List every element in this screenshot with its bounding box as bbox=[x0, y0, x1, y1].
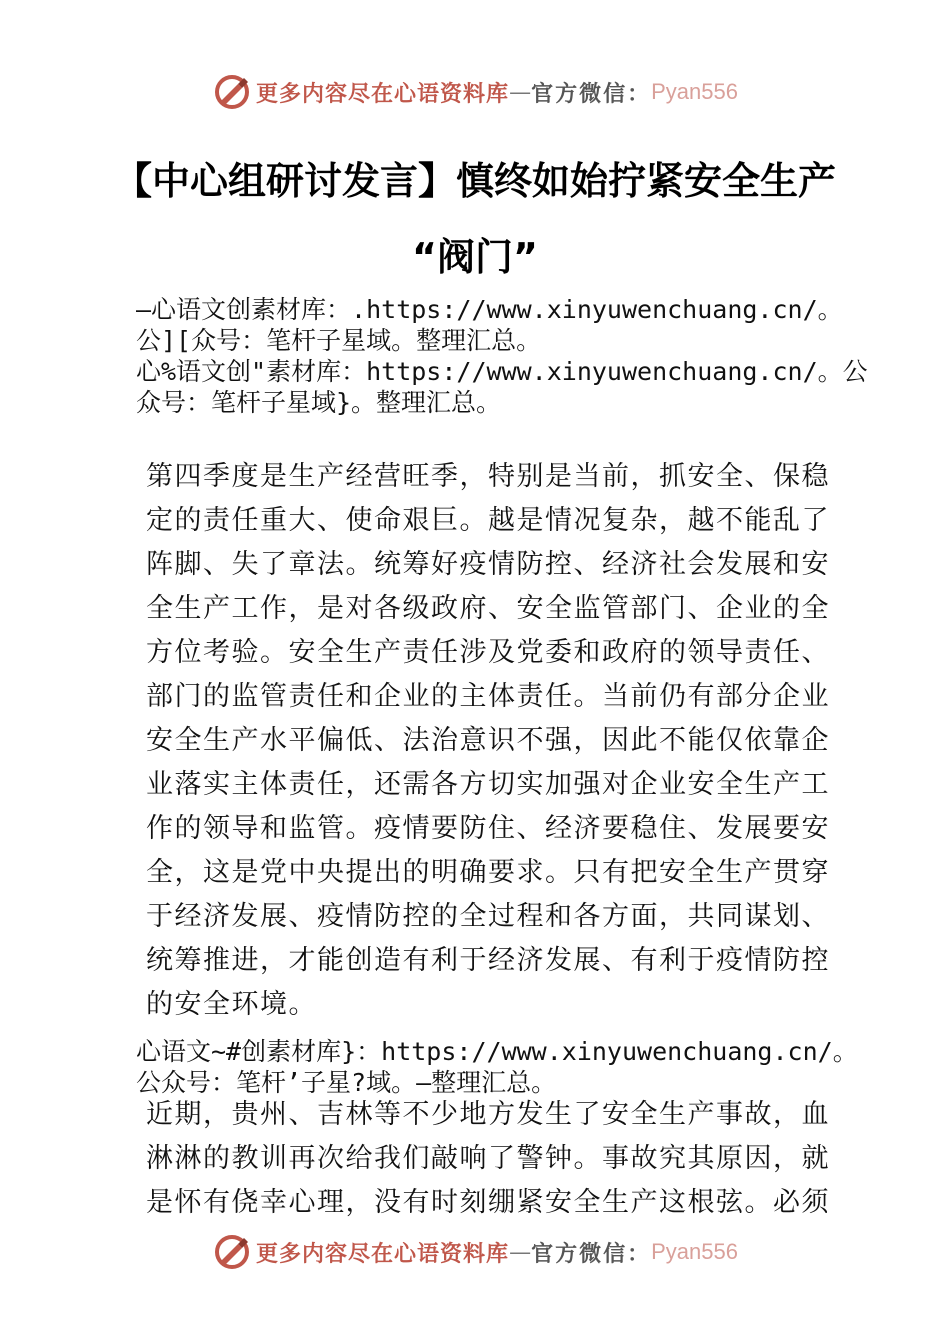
paragraph-line: 定的责任重大、使命艰巨。越是情况复杂，越不能乱了 bbox=[146, 505, 830, 536]
source-note-1-line-1: —心语文创素材库：.https://www.xinyuwenchuang.cn/。 bbox=[136, 295, 843, 324]
banner-wechat-id: Pyan556 bbox=[651, 79, 738, 104]
paragraph-line: 安全生产水平偏低、法治意识不强，因此不能仅依靠企 bbox=[146, 725, 830, 756]
banner-separator: — bbox=[509, 1239, 532, 1265]
logo-icon bbox=[212, 1232, 252, 1272]
paragraph-line: 统筹推进，才能创造有利于经济发展、有利于疫情防控 bbox=[146, 945, 830, 976]
logo-icon bbox=[212, 72, 252, 112]
paragraph-line: 第四季度是生产经营旺季，特别是当前，抓安全、保稳 bbox=[146, 461, 830, 492]
banner-wechat-label: 官方微信： bbox=[531, 80, 652, 107]
paragraph-line: 是怀有侥幸心理，没有时刻绷紧安全生产这根弦。必须 bbox=[146, 1187, 830, 1218]
source-note-1-line-2: 公][众号：笔杆子星域。整理汇总。 bbox=[136, 326, 542, 355]
banner-separator: — bbox=[509, 79, 532, 105]
page-title-line-1: 【中心组研讨发言】慎终如始拧紧安全生产 bbox=[113, 159, 836, 203]
paragraph-line: 于经济发展、疫情防控的全过程和各方面，共同谋划、 bbox=[146, 901, 830, 932]
banner-main-text: 更多内容尽在心语资料库 bbox=[256, 80, 510, 107]
page-title-line-2: “阀门” bbox=[412, 235, 538, 279]
header-banner bbox=[0, 70, 950, 114]
paragraph-line: 方位考验。安全生产责任涉及党委和政府的领导责任、 bbox=[146, 637, 830, 668]
banner-wechat-id: Pyan556 bbox=[651, 1239, 738, 1264]
source-note-1-line-3: 心%语文创"素材库：https://www.xinyuwenchuang.cn/。公 bbox=[136, 357, 868, 386]
paragraph-line: 部门的监管责任和企业的主体责任。当前仍有部分企业 bbox=[146, 681, 830, 712]
source-note-2-line-2: 公众号：笔杆’子星?域。—整理汇总。 bbox=[136, 1068, 557, 1097]
paragraph-line: 全生产工作，是对各级政府、安全监管部门、企业的全 bbox=[146, 593, 830, 624]
paragraph-line: 业落实主体责任，还需各方切实加强对企业安全生产工 bbox=[146, 769, 830, 800]
paragraph-line: 作的领导和监管。疫情要防住、经济要稳住、发展要安 bbox=[146, 813, 830, 844]
paragraph-line: 淋淋的教训再次给我们敲响了警钟。事故究其原因，就 bbox=[146, 1143, 830, 1174]
banner-main-text: 更多内容尽在心语资料库 bbox=[256, 1240, 510, 1267]
source-note-1-line-4: 众号：笔杆子星域}。整理汇总。 bbox=[136, 388, 502, 417]
source-note-2-line-1: 心语文~#创素材库}：https://www.xinyuwenchuang.cn/。 bbox=[136, 1037, 858, 1066]
paragraph-line: 的安全环境。 bbox=[146, 989, 317, 1020]
banner-wechat-label: 官方微信： bbox=[531, 1240, 652, 1267]
paragraph-line: 近期，贵州、吉林等不少地方发生了安全生产事故，血 bbox=[146, 1099, 830, 1130]
footer-banner bbox=[0, 1230, 950, 1274]
paragraph-line: 全，这是党中央提出的明确要求。只有把安全生产贯穿 bbox=[146, 857, 830, 888]
paragraph-line: 阵脚、失了章法。统筹好疫情防控、经济社会发展和安 bbox=[146, 549, 830, 580]
